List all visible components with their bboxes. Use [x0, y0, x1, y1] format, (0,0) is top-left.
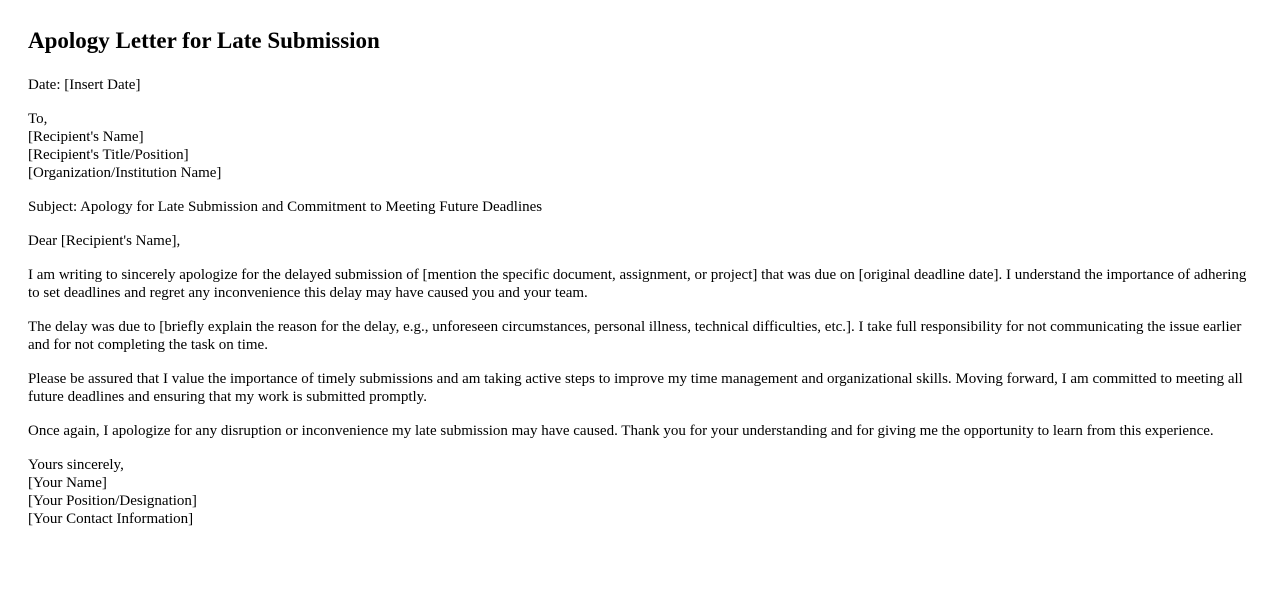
recipient-organization: [Organization/Institution Name]: [28, 165, 222, 181]
sender-position: [Your Position/Designation]: [28, 493, 197, 509]
recipient-block: [28, 110, 1250, 182]
recipient-name: [Recipient's Name]: [28, 129, 144, 145]
body-paragraph-3: Please be assured that I value the importance of timely submissions and am taking active steps to improve my time management and organizational skills. Moving forward, I am committed to meeting all future deadlines and ensuring that my work is submitted promptly.: [28, 371, 1243, 405]
body-paragraph-4: Once again, I apologize for any disruption or inconvenience my late submission may have caused. Thank you for your understanding and for giving me the opportunity to learn from this experience.: [28, 423, 1214, 439]
valediction: Yours sincerely,: [28, 457, 124, 473]
date-line: Date: [Insert Date]: [28, 77, 141, 93]
recipient-to: To,: [28, 111, 48, 127]
body-paragraph-1: I am writing to sincerely apologize for the delayed submission of [mention the specific document, assignment, or project] that was due on [original deadline date]. I understand the importance of adhering to set deadlines and regret any inconvenience this delay may have caused you and your team.: [28, 267, 1247, 301]
body-paragraph-2: The delay was due to [briefly explain the reason for the delay, e.g., unforeseen circumstances, personal illness, technical difficulties, etc.]. I take full responsibility for not communicating the issue earlier and for not completing the task on time.: [28, 319, 1242, 353]
closing-block: [28, 456, 1250, 528]
letter-title: Apology Letter for Late Submission: [28, 28, 380, 53]
sender-name: [Your Name]: [28, 475, 107, 491]
sender-contact: [Your Contact Information]: [28, 511, 194, 527]
recipient-title: [Recipient's Title/Position]: [28, 147, 189, 163]
salutation: Dear [Recipient's Name],: [28, 233, 181, 249]
subject-line: Subject: Apology for Late Submission and Commitment to Meeting Future Deadlines: [28, 199, 543, 215]
